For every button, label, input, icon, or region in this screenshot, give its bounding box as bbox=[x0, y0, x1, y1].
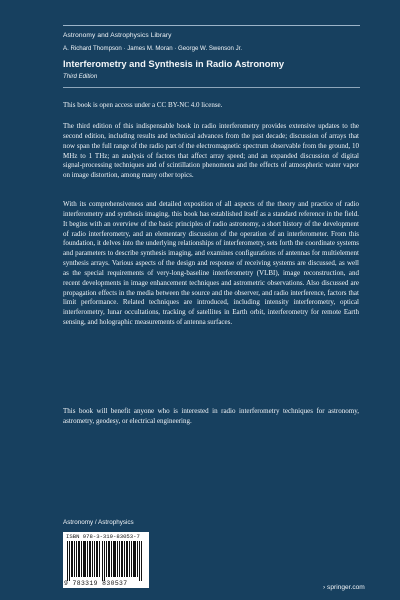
book-title: Interferometry and Synthesis in Radio Astronomy bbox=[63, 58, 285, 69]
isbn-number: ISBN 978-3-319-83053-7 bbox=[66, 533, 140, 540]
barcode-icon bbox=[67, 541, 145, 581]
edition-label: Third Edition bbox=[63, 73, 98, 80]
publisher-link[interactable]: › springer.com bbox=[323, 584, 365, 591]
author-list: A. Richard Thompson · James M. Moran · George W. Swenson Jr. bbox=[63, 45, 243, 52]
subject-category: Astronomy / Astrophysics bbox=[63, 519, 134, 526]
barcode-box bbox=[63, 532, 149, 588]
license-paragraph: This book is open access under a CC BY-NC 4.0 license. bbox=[63, 101, 223, 109]
audience-paragraph: This book will benefit anyone who is interested in radio interferometry techniques for astronomy, astrometry, geodesy, or electrical engineering. bbox=[63, 407, 359, 425]
divider bbox=[63, 87, 360, 88]
description-paragraph: With its comprehensiveness and detailed exposition of all aspects of the theory and practice of radio interferometry and synthesis imaging, this book has established itself as a standard reference in the field. It begins with an overview of the basic principles of radio astronomy, a short history of the development of radio interferometry, and an elementary discussion of the operation of an interferometer. From this foundation, it delves into the underlying relationships of interferometry, sets forth the coordinate systems and parameters to describe synthesis imaging, and examines configurations of antennas for multielement synthesis arrays. Various aspects of the design and response of receiving systems are discussed, as well as the special requirements of very-long-baseline interferometry (VLBI), image reconstruction, and recent developments in image enhancement techniques and astrometric observations. Also discussed are propagation effects in the media between the source and the observer, and radio interference, factors that limit performance. Related techniques are introduced, including intensity interferometry, optical interferometry, lunar occultations, tracking of satellites in Earth orbit, interferometry for remote Earth sensing, and holographic measurements of antenna surfaces. bbox=[63, 200, 359, 327]
ean-digits: 9 783319 830537 bbox=[64, 580, 128, 587]
top-rule bbox=[63, 25, 360, 26]
summary-paragraph: The third edition of this indispensable book in radio interferometry provides extensive updates to the second edition, including results and technical advances from the past decade; discussion of arrays that now span the full range of the radio part of the electromagnetic spectrum observable from the ground, 10 MHz to 1 THz; an analysis of factors that affect array speed; and an expanded discussion of digital signal-processing techniques and of scintillation phenomena and the effects of atmospheric water vapor on image distortion, among many other topics. bbox=[63, 122, 359, 180]
series-name: Astronomy and Astrophysics Library bbox=[63, 32, 172, 39]
